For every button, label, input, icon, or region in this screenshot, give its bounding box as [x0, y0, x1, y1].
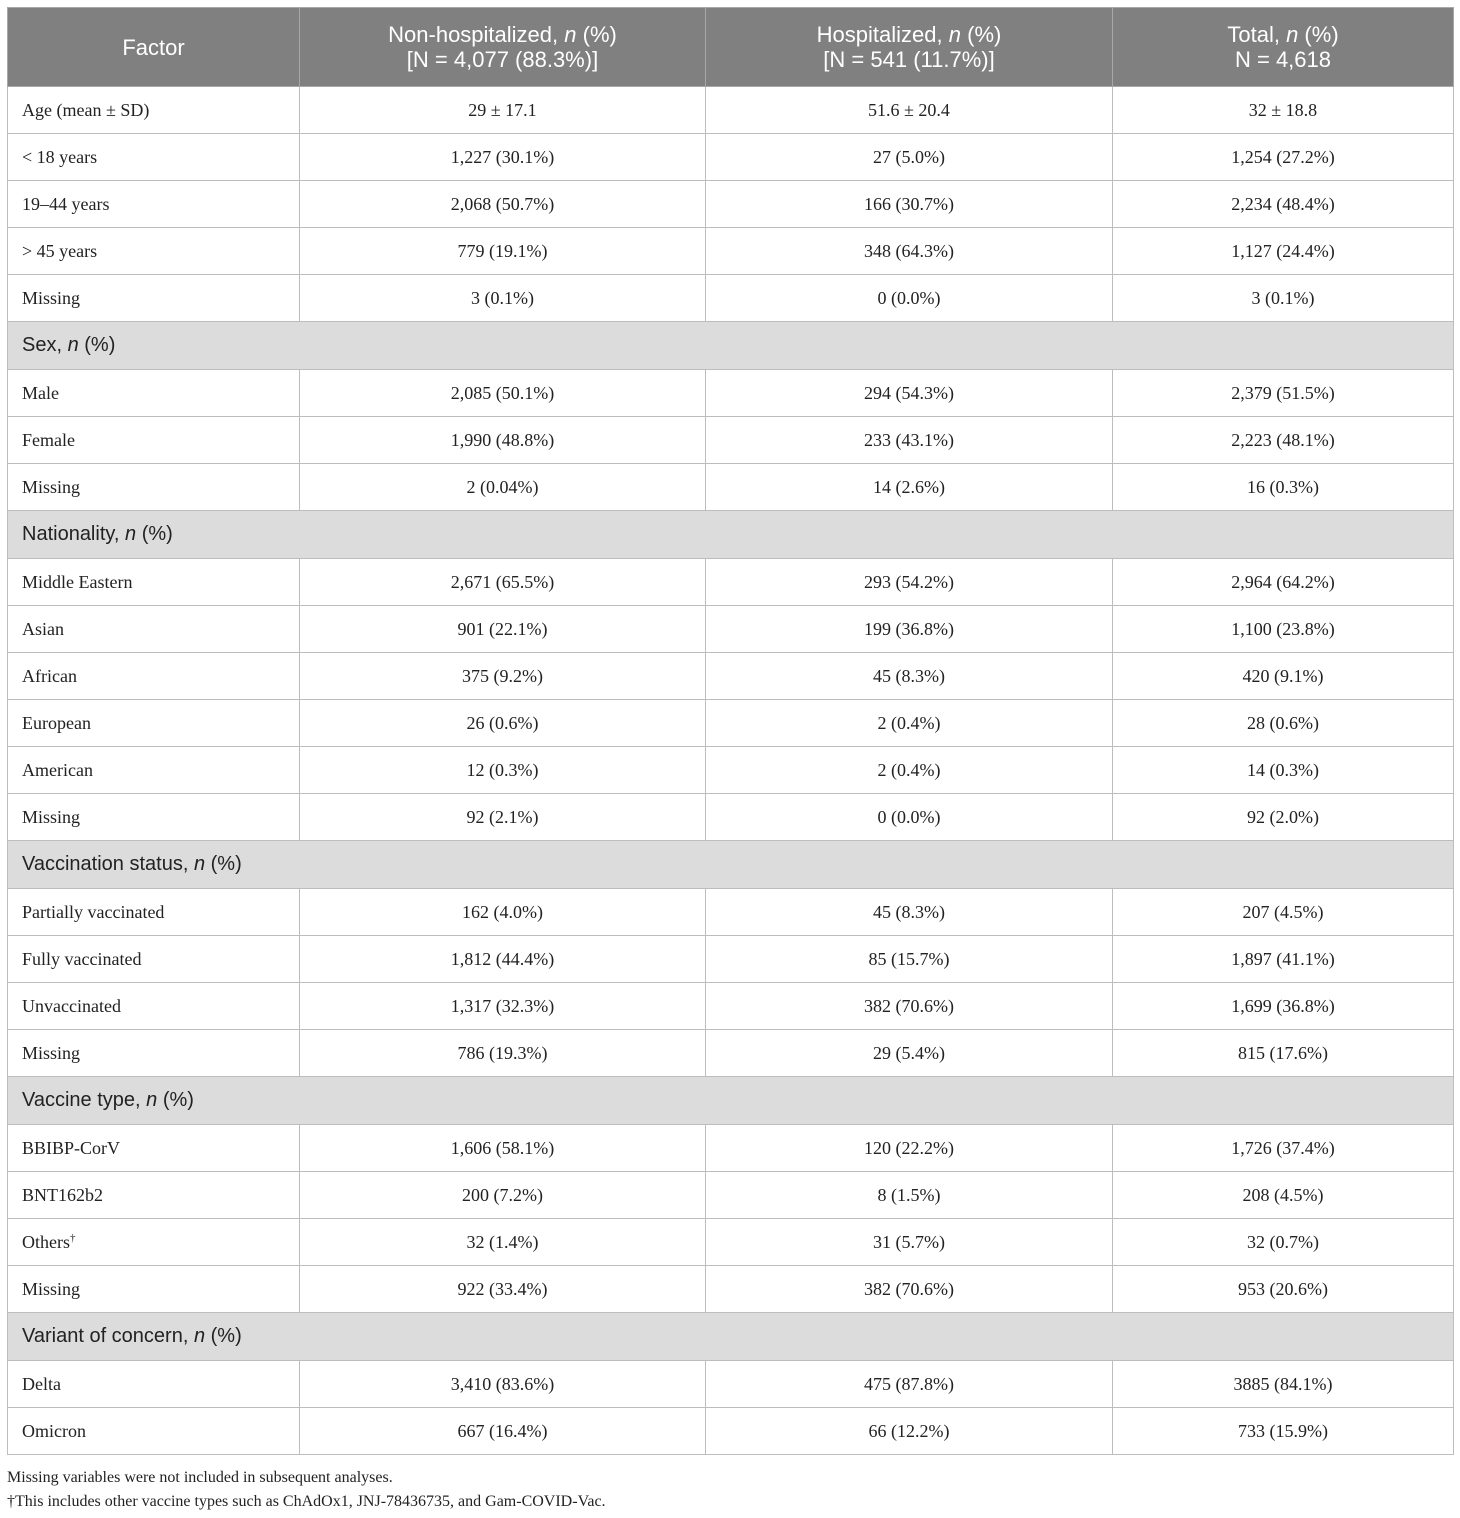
section-header	[8, 511, 1454, 559]
row-label: African	[22, 665, 77, 686]
table-row	[8, 700, 1454, 747]
cell-total: 1,127 (24.4%)	[1113, 228, 1454, 275]
row-label-cell	[8, 700, 300, 747]
section-header-row	[8, 322, 1454, 370]
cell-hospitalized: 85 (15.7%)	[706, 936, 1113, 983]
row-label: > 45 years	[22, 240, 98, 261]
cell-hospitalized: 348 (64.3%)	[706, 228, 1113, 275]
row-label: < 18 years	[22, 146, 98, 167]
table-row	[8, 559, 1454, 606]
table-row	[8, 275, 1454, 322]
cell-hospitalized: 382 (70.6%)	[706, 1266, 1113, 1313]
cell-total: 208 (4.5%)	[1113, 1172, 1454, 1219]
cell-non-hospitalized: 26 (0.6%)	[300, 700, 706, 747]
cell-hospitalized: 120 (22.2%)	[706, 1125, 1113, 1172]
row-label-cell	[8, 794, 300, 841]
cell-non-hospitalized: 2,671 (65.5%)	[300, 559, 706, 606]
cell-total: 14 (0.3%)	[1113, 747, 1454, 794]
table-row	[8, 417, 1454, 464]
cell-total: 1,699 (36.8%)	[1113, 983, 1454, 1030]
row-label: Partially vaccinated	[22, 901, 165, 922]
cell-total: 420 (9.1%)	[1113, 653, 1454, 700]
dagger-footnote: †This includes other vaccine types such as ChAdOx1, JNJ-78436735, and Gam-COVID-Vac.	[7, 1493, 606, 1510]
cell-total: 733 (15.9%)	[1113, 1408, 1454, 1455]
row-label: Omicron	[22, 1420, 86, 1441]
cell-hospitalized: 294 (54.3%)	[706, 370, 1113, 417]
cell-total: 3 (0.1%)	[1113, 275, 1454, 322]
cell-total: 953 (20.6%)	[1113, 1266, 1454, 1313]
cell-non-hospitalized: 32 (1.4%)	[300, 1219, 706, 1266]
header-hospitalized-count: [N = 541 (11.7%)]	[823, 47, 995, 72]
section-title-n: n	[146, 1089, 158, 1111]
cell-non-hospitalized: 92 (2.1%)	[300, 794, 706, 841]
cell-total: 1,254 (27.2%)	[1113, 134, 1454, 181]
table-row	[8, 1125, 1454, 1172]
row-label-cell	[8, 417, 300, 464]
row-label: Others	[22, 1231, 70, 1252]
row-label-cell	[8, 134, 300, 181]
cell-non-hospitalized: 2,085 (50.1%)	[300, 370, 706, 417]
section-title: Nationality,	[22, 523, 126, 545]
cell-hospitalized: 382 (70.6%)	[706, 983, 1113, 1030]
cell-hospitalized: 293 (54.2%)	[706, 559, 1113, 606]
section-title: Sex,	[22, 334, 68, 356]
header-hospitalized	[706, 8, 1113, 87]
row-label: European	[22, 712, 91, 733]
header-non-hospitalized-n: n	[564, 22, 577, 47]
table-header	[8, 8, 1454, 87]
row-label-cell	[8, 1172, 300, 1219]
cell-hospitalized: 0 (0.0%)	[706, 275, 1113, 322]
table-row	[8, 936, 1454, 983]
table-row	[8, 747, 1454, 794]
table-row	[8, 228, 1454, 275]
cell-hospitalized: 14 (2.6%)	[706, 464, 1113, 511]
dagger-marker: †	[70, 1231, 76, 1244]
row-label-cell	[8, 370, 300, 417]
row-label-cell	[8, 559, 300, 606]
section-header	[8, 1077, 1454, 1125]
row-label: Asian	[22, 618, 64, 639]
row-label-cell	[8, 228, 300, 275]
section-title-n: n	[193, 1325, 206, 1347]
row-label: Fully vaccinated	[22, 948, 142, 969]
row-label-cell	[8, 1219, 300, 1266]
section-header-row	[8, 1313, 1454, 1361]
cell-non-hospitalized: 667 (16.4%)	[300, 1408, 706, 1455]
header-non-hospitalized-count: [N = 4,077 (88.3%)]	[406, 47, 599, 72]
table-row	[8, 889, 1454, 936]
cell-non-hospitalized: 3,410 (83.6%)	[300, 1361, 706, 1408]
row-label-cell	[8, 606, 300, 653]
cell-non-hospitalized: 779 (19.1%)	[300, 228, 706, 275]
row-label-cell	[8, 87, 300, 134]
table-body	[8, 87, 1454, 1455]
cell-non-hospitalized: 3 (0.1%)	[300, 275, 706, 322]
section-header-row	[8, 1077, 1454, 1125]
cell-total: 207 (4.5%)	[1113, 889, 1454, 936]
section-header	[8, 841, 1454, 889]
table-row	[8, 1172, 1454, 1219]
cell-hospitalized: 8 (1.5%)	[706, 1172, 1113, 1219]
cell-non-hospitalized: 786 (19.3%)	[300, 1030, 706, 1077]
row-label-cell	[8, 983, 300, 1030]
demographics-table	[7, 7, 1454, 1455]
table-row	[8, 134, 1454, 181]
section-header	[8, 1313, 1454, 1361]
cell-total: 2,379 (51.5%)	[1113, 370, 1454, 417]
row-label: Missing	[22, 287, 81, 308]
cell-total: 1,897 (41.1%)	[1113, 936, 1454, 983]
cell-total: 28 (0.6%)	[1113, 700, 1454, 747]
header-total-n: n	[1286, 22, 1299, 47]
section-title-n: n	[193, 853, 206, 875]
section-title-pct: (%)	[157, 1089, 194, 1111]
row-label-cell	[8, 889, 300, 936]
table-row	[8, 181, 1454, 228]
section-title-n: n	[125, 523, 137, 545]
cell-non-hospitalized: 375 (9.2%)	[300, 653, 706, 700]
cell-total: 1,726 (37.4%)	[1113, 1125, 1454, 1172]
cell-non-hospitalized: 12 (0.3%)	[300, 747, 706, 794]
row-label: Missing	[22, 806, 81, 827]
row-label: Male	[22, 382, 59, 403]
row-label-cell	[8, 653, 300, 700]
cell-total: 16 (0.3%)	[1113, 464, 1454, 511]
section-header-row	[8, 511, 1454, 559]
cell-hospitalized: 2 (0.4%)	[706, 700, 1113, 747]
cell-non-hospitalized: 922 (33.4%)	[300, 1266, 706, 1313]
cell-hospitalized: 2 (0.4%)	[706, 747, 1113, 794]
cell-hospitalized: 0 (0.0%)	[706, 794, 1113, 841]
row-label-cell	[8, 181, 300, 228]
cell-total: 2,234 (48.4%)	[1113, 181, 1454, 228]
table-row	[8, 1408, 1454, 1455]
cell-total: 32 ± 18.8	[1113, 87, 1454, 134]
cell-hospitalized: 31 (5.7%)	[706, 1219, 1113, 1266]
header-hospitalized-label: Hospitalized,	[816, 22, 949, 47]
row-label: Female	[22, 429, 75, 450]
row-label-cell	[8, 464, 300, 511]
section-header-row	[8, 841, 1454, 889]
table-row	[8, 983, 1454, 1030]
row-label: Missing	[22, 1042, 81, 1063]
row-label-cell	[8, 936, 300, 983]
header-total-pct: (%)	[1298, 22, 1339, 47]
cell-total: 92 (2.0%)	[1113, 794, 1454, 841]
row-label: BNT162b2	[22, 1184, 103, 1205]
cell-non-hospitalized: 2 (0.04%)	[300, 464, 706, 511]
cell-non-hospitalized: 1,317 (32.3%)	[300, 983, 706, 1030]
header-factor-label: Factor	[122, 34, 185, 60]
section-title-pct: (%)	[205, 853, 242, 875]
cell-hospitalized: 475 (87.8%)	[706, 1361, 1113, 1408]
cell-total: 2,964 (64.2%)	[1113, 559, 1454, 606]
row-label: American	[22, 759, 93, 780]
row-label-cell	[8, 1408, 300, 1455]
table-row	[8, 1266, 1454, 1313]
section-title: Vaccine type,	[22, 1089, 147, 1111]
cell-non-hospitalized: 162 (4.0%)	[300, 889, 706, 936]
table-row	[8, 370, 1454, 417]
missing-footnote: Missing variables were not included in subsequent analyses.	[7, 1469, 393, 1486]
cell-total: 3885 (84.1%)	[1113, 1361, 1454, 1408]
section-header	[8, 322, 1454, 370]
cell-hospitalized: 45 (8.3%)	[706, 889, 1113, 936]
cell-non-hospitalized: 1,606 (58.1%)	[300, 1125, 706, 1172]
header-hospitalized-n: n	[948, 22, 961, 47]
row-label: Missing	[22, 1278, 81, 1299]
header-hospitalized-pct: (%)	[961, 22, 1002, 47]
section-title-n: n	[67, 334, 79, 356]
row-label-cell	[8, 1361, 300, 1408]
cell-non-hospitalized: 1,812 (44.4%)	[300, 936, 706, 983]
cell-non-hospitalized: 200 (7.2%)	[300, 1172, 706, 1219]
cell-total: 2,223 (48.1%)	[1113, 417, 1454, 464]
header-non-hospitalized	[300, 8, 706, 87]
header-row	[8, 8, 1454, 87]
cell-hospitalized: 233 (43.1%)	[706, 417, 1113, 464]
row-label: 19–44 years	[22, 193, 110, 214]
table-row	[8, 653, 1454, 700]
row-label-cell	[8, 1030, 300, 1077]
header-total-count: N = 4,618	[1234, 47, 1331, 72]
row-label: Age (mean ± SD)	[22, 99, 150, 120]
table-row	[8, 464, 1454, 511]
row-label-cell	[8, 275, 300, 322]
table-row	[8, 1030, 1454, 1077]
cell-total: 815 (17.6%)	[1113, 1030, 1454, 1077]
header-factor	[8, 8, 300, 87]
row-label-cell	[8, 1266, 300, 1313]
cell-non-hospitalized: 1,990 (48.8%)	[300, 417, 706, 464]
section-title: Vaccination status,	[22, 853, 194, 875]
row-label: Delta	[22, 1373, 61, 1394]
section-title-pct: (%)	[205, 1325, 242, 1347]
row-label: BBIBP-CorV	[22, 1137, 121, 1158]
row-label-cell	[8, 1125, 300, 1172]
row-label: Unvaccinated	[22, 995, 121, 1016]
table-row	[8, 87, 1454, 134]
header-total	[1113, 8, 1454, 87]
header-total-label: Total,	[1227, 22, 1287, 47]
cell-non-hospitalized: 1,227 (30.1%)	[300, 134, 706, 181]
table-footnotes	[7, 1466, 606, 1514]
section-title-pct: (%)	[78, 334, 116, 356]
cell-hospitalized: 199 (36.8%)	[706, 606, 1113, 653]
section-title: Variant of concern,	[22, 1325, 194, 1347]
header-non-hospitalized-label: Non-hospitalized,	[388, 22, 565, 47]
section-title-pct: (%)	[136, 523, 173, 545]
row-label: Missing	[22, 476, 81, 497]
cell-hospitalized: 166 (30.7%)	[706, 181, 1113, 228]
cell-hospitalized: 51.6 ± 20.4	[706, 87, 1113, 134]
cell-non-hospitalized: 29 ± 17.1	[300, 87, 706, 134]
cell-total: 32 (0.7%)	[1113, 1219, 1454, 1266]
cell-hospitalized: 45 (8.3%)	[706, 653, 1113, 700]
table-row	[8, 794, 1454, 841]
cell-total: 1,100 (23.8%)	[1113, 606, 1454, 653]
row-label: Middle Eastern	[22, 571, 133, 592]
cell-hospitalized: 27 (5.0%)	[706, 134, 1113, 181]
cell-non-hospitalized: 901 (22.1%)	[300, 606, 706, 653]
table-row	[8, 606, 1454, 653]
table-row	[8, 1361, 1454, 1408]
cell-hospitalized: 29 (5.4%)	[706, 1030, 1113, 1077]
table-row	[8, 1219, 1454, 1266]
row-label-cell	[8, 747, 300, 794]
header-non-hospitalized-pct: (%)	[576, 22, 617, 47]
cell-hospitalized: 66 (12.2%)	[706, 1408, 1113, 1455]
cell-non-hospitalized: 2,068 (50.7%)	[300, 181, 706, 228]
